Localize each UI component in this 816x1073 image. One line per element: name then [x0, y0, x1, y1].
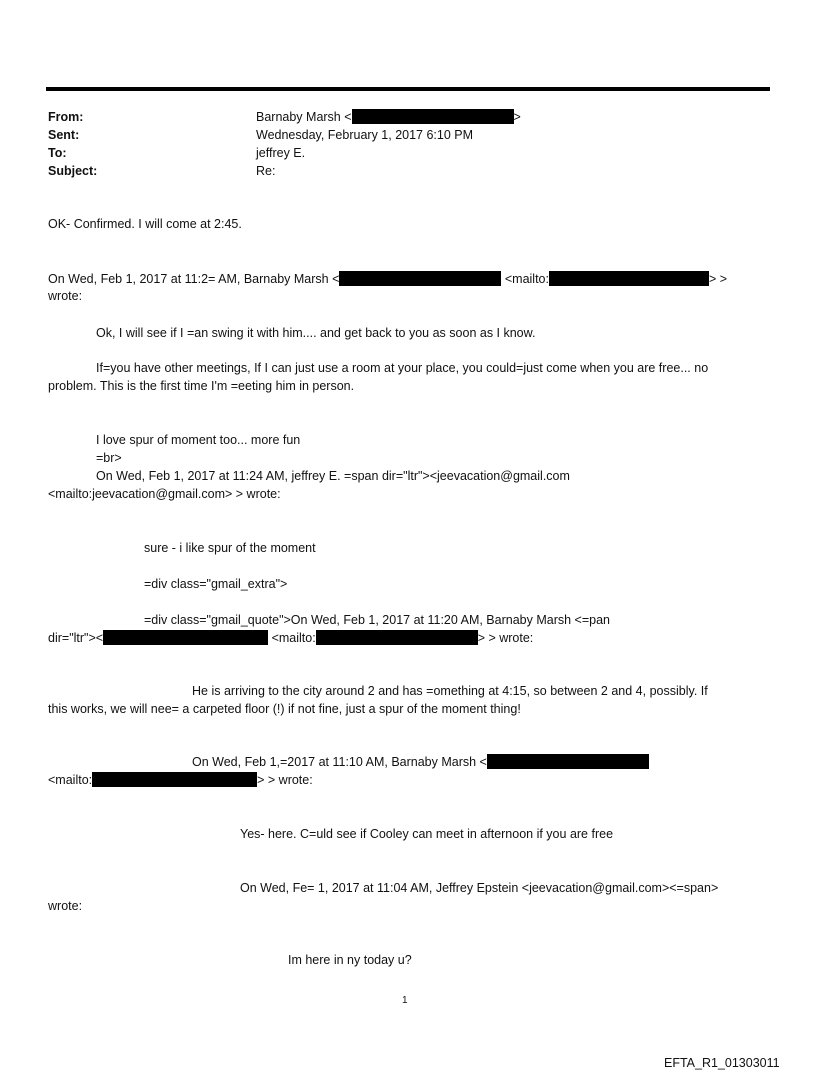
- quote-1-end: > >: [708, 272, 728, 286]
- from-end: >: [513, 110, 521, 124]
- quote-header-1: [48, 270, 727, 288]
- to-row: [48, 144, 521, 162]
- paragraph-2a: If=you have other meetings, If I can just use a room at your place, you could=just come when you are free... no: [96, 361, 709, 375]
- paragraph-7: Im here in ny today u?: [288, 953, 412, 967]
- sent-row: [48, 126, 521, 144]
- dir-start: dir="ltr"><: [48, 631, 104, 645]
- paragraph-5b: this works, we will nee= a carpeted floor (!) if not fine, just a spur of the moment thing!: [48, 702, 521, 716]
- quote-header-4: On Wed, Fe= 1, 2017 at 11:04 AM, Jeffrey Epstein <jeevacation@gmail.com><=span>: [240, 881, 719, 895]
- quote-3-start: On Wed, Feb 1,=2017 at 11:10 AM, Barnaby Marsh <: [192, 755, 487, 769]
- quote-header-2b: <mailto:jeevacation@gmail.com> > wrote:: [48, 487, 281, 501]
- paragraph-6: Yes- here. C=uld see if Cooley can meet in afternoon if you are free: [240, 827, 614, 841]
- quote-3-end: > > wrote:: [257, 773, 313, 787]
- from-row: [48, 108, 521, 126]
- paragraph-4: sure - i like spur of the moment: [144, 541, 316, 555]
- div-gmail-extra: =div class="gmail_extra">: [144, 577, 288, 591]
- quote-3-mailto: <mailto:: [48, 773, 93, 787]
- paragraph-2b: problem. This is the first time I'm =eeting him in person.: [48, 379, 355, 393]
- br-tag-text: =br>: [96, 451, 122, 465]
- from-name: Barnaby Marsh <: [256, 110, 352, 124]
- redaction-bar: [103, 630, 268, 645]
- paragraph-1: Ok, I will see if I =an swing it with him.... and get back to you as soon as I know.: [96, 326, 536, 340]
- subject-value: Re:: [256, 164, 276, 178]
- to-value: jeffrey E.: [256, 146, 306, 160]
- from-label: From:: [48, 110, 84, 124]
- sent-label: Sent:: [48, 128, 80, 142]
- quote-header-2a: On Wed, Feb 1, 2017 at 11:24 AM, jeffrey E. =span dir="ltr"><jeevacation@gmail.com: [96, 469, 570, 483]
- quote-4-wrote: wrote:: [48, 899, 83, 913]
- to-label: To:: [48, 146, 67, 160]
- reply-text: OK- Confirmed. I will come at 2:45.: [48, 217, 242, 231]
- page-number: 1: [402, 995, 408, 1006]
- div-gmail-quote: =div class="gmail_quote">On Wed, Feb 1, 2017 at 11:20 AM, Barnaby Marsh <=pan: [144, 613, 610, 627]
- top-rule: [46, 87, 770, 91]
- dir-line: [48, 629, 533, 647]
- dir-end: > > wrote:: [477, 631, 534, 645]
- quote-1-wrote: wrote:: [48, 289, 83, 303]
- redaction-bar: [487, 754, 649, 769]
- redaction-bar: [352, 109, 514, 124]
- redaction-bar: [92, 772, 257, 787]
- document-id: EFTA_R1_01303011: [664, 1056, 780, 1070]
- redaction-bar: [316, 630, 478, 645]
- email-header: [48, 108, 521, 180]
- quote-header-3: [192, 753, 649, 771]
- quote-1-mailto: <mailto:: [504, 272, 549, 286]
- redaction-bar: [549, 271, 709, 286]
- subject-row: [48, 162, 521, 180]
- subject-label: Subject:: [48, 164, 98, 178]
- from-value: [256, 108, 521, 126]
- dir-mailto: <mailto:: [271, 631, 316, 645]
- redaction-bar: [339, 271, 501, 286]
- paragraph-3: I love spur of moment too... more fun: [96, 433, 301, 447]
- paragraph-5a: He is arriving to the city around 2 and has =omething at 4:15, so between 2 and 4, possibly. If: [192, 684, 708, 698]
- sent-value: Wednesday, February 1, 2017 6:10 PM: [256, 128, 474, 142]
- quote-1-start: On Wed, Feb 1, 2017 at 11:2= AM, Barnaby Marsh <: [48, 272, 340, 286]
- quote-3-mailto-line: [48, 771, 313, 789]
